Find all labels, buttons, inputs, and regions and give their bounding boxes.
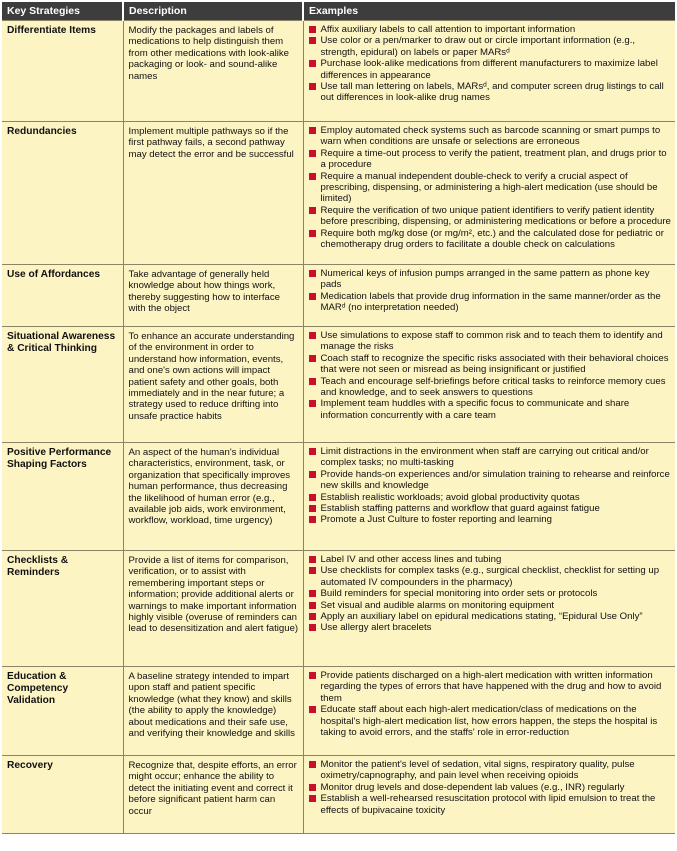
example-text: Use tall man lettering on labels, MARsᵈ, and computer screen drug listings to call out differences in look-alike drug names (320, 81, 664, 104)
examples-list (308, 554, 672, 634)
header-examples: Examples (303, 2, 675, 21)
example-text: Use simulations to expose staff to common risk and to teach them to identify and manage the risks (320, 330, 663, 353)
examples-list (308, 24, 672, 104)
square-bullet-icon (309, 26, 316, 33)
list-item (308, 291, 672, 314)
list-item (308, 503, 672, 514)
example-text: Monitor the patient's level of sedation, vital signs, respiratory quality, pulse oximetry/capnography, and pain level when receiving opioids (320, 759, 635, 782)
example-text: Teach and encourage self-briefings before critical tasks to reinforce memory cues and knowledge, and to seek answers to questions (320, 375, 666, 399)
strategy-name: Differentiate Items (2, 21, 123, 122)
list-item (308, 611, 672, 622)
list-item (308, 704, 672, 738)
table-row (2, 756, 675, 834)
list-item (308, 622, 672, 633)
list-item (308, 670, 672, 704)
list-item (308, 782, 672, 793)
example-text: Purchase look-alike medications from different manufacturers to maximize label differences in appearance (320, 58, 658, 81)
square-bullet-icon (309, 613, 316, 620)
example-text: Limit distractions in the environment when staff are carrying out critical and/or complex tasks; no multi-tasking (320, 446, 649, 469)
examples-list (308, 759, 672, 816)
example-text: Require both mg/kg dose (or mg/m², etc.) and the calculated dose for pediatric or chemotherapy drug orders to facilitate a double check on calculations (320, 227, 664, 251)
strategy-examples (303, 265, 675, 327)
table-row (2, 667, 675, 756)
examples-list (308, 268, 672, 314)
header-key-strategies: Key Strategies (2, 2, 123, 21)
example-text: Use checklists for complex tasks (e.g., surgical checklist, checklist for setting up automated IV compounders in the pharmacy) (320, 565, 660, 588)
strategy-description: Modify the packages and labels of medications to help distinguish them from other medications with look-alike packaging or look- and sound-alike names (123, 21, 303, 122)
examples-list (308, 330, 672, 421)
example-text: Require a time-out process to verify the patient, treatment plan, and drugs prior to a procedure (320, 147, 667, 171)
table-row (2, 21, 675, 122)
strategy-examples (303, 21, 675, 122)
strategy-examples (303, 327, 675, 443)
square-bullet-icon (309, 332, 316, 339)
strategy-examples (303, 122, 675, 265)
square-bullet-icon (309, 761, 316, 768)
strategy-name: Use of Affordances (2, 265, 123, 327)
square-bullet-icon (309, 624, 316, 631)
list-item (308, 469, 672, 492)
square-bullet-icon (309, 173, 316, 180)
list-item (308, 793, 672, 816)
strategy-name: Redundancies (2, 122, 123, 265)
table-row (2, 443, 675, 551)
square-bullet-icon (309, 494, 316, 501)
square-bullet-icon (309, 230, 316, 237)
strategy-description: Take advantage of generally held knowledge about how things work, thereby suggesting how to interface with the object (123, 265, 303, 327)
square-bullet-icon (309, 567, 316, 574)
examples-list (308, 670, 672, 738)
square-bullet-icon (309, 795, 316, 802)
square-bullet-icon (309, 83, 316, 90)
example-text: Implement team huddles with a specific focus to communicate and share information concurrently with a care team (320, 398, 630, 421)
strategy-name: Checklists & Reminders (2, 551, 123, 667)
square-bullet-icon (309, 355, 316, 362)
strategy-name: Situational Awareness & Critical Thinking (2, 327, 123, 443)
strategy-name: Positive Performance Shaping Factors (2, 443, 123, 551)
list-item (308, 554, 672, 565)
square-bullet-icon (309, 784, 316, 791)
example-text: Employ automated check systems such as barcode scanning or smart pumps to warn when conditions are unsafe or selections are erroneous (320, 125, 661, 148)
square-bullet-icon (309, 672, 316, 679)
square-bullet-icon (309, 207, 316, 214)
strategy-examples (303, 443, 675, 551)
example-text: Educate staff about each high-alert medication/class of medications on the hospital's high-alert medication list, how errors happen, the steps the hospital is taking to avoid errors, and the staffs' role in error-reduction (320, 704, 658, 739)
example-text: Apply an auxiliary label on epidural medications stating, “Epidural Use Only” (320, 611, 643, 623)
example-text: Promote a Just Culture to foster reporting and learning (320, 514, 552, 526)
list-item (308, 376, 672, 399)
strategy-description: An aspect of the human's individual characteristics, environment, task, or organization that specifically improves human performance, thus decreasing the likelihood of human error (e.g., available job aids, work environment, workflow, workload, time urgency) (123, 443, 303, 551)
list-item (308, 588, 672, 599)
example-text: Build reminders for special monitoring into order sets or protocols (320, 588, 598, 600)
list-item (308, 268, 672, 291)
example-text: Monitor drug levels and dose-dependent lab values (e.g., INR) regularly (320, 781, 625, 793)
examples-list (308, 446, 672, 526)
list-item (308, 398, 672, 421)
example-text: Set visual and audible alarms on monitoring equipment (320, 599, 555, 611)
list-item (308, 446, 672, 469)
example-text: Use allergy alert bracelets (320, 622, 432, 634)
table-row (2, 122, 675, 265)
list-item (308, 565, 672, 588)
list-item (308, 35, 672, 58)
table-row (2, 327, 675, 443)
example-text: Label IV and other access lines and tubing (320, 554, 502, 565)
list-item (308, 600, 672, 611)
square-bullet-icon (309, 706, 316, 713)
example-text: Numerical keys of infusion pumps arranged in the same pattern as phone key pads (320, 268, 650, 291)
square-bullet-icon (309, 471, 316, 478)
list-item (308, 514, 672, 525)
list-item (308, 81, 672, 104)
list-item (308, 125, 672, 148)
strategy-description: To enhance an accurate understanding of the environment in order to understand how information, events, and one's own actions will impact patient safety and other goals, both immediately and in the near future; a strategy used to reduce drifting into unsafe practice habits (123, 327, 303, 443)
square-bullet-icon (309, 378, 316, 385)
strategy-description: Recognize that, despite efforts, an error might occur; enhance the ability to detect the initiating event and correct it before significant patient harm can occur (123, 756, 303, 834)
example-text: Provide patients discharged on a high-alert medication with written information regarding the types of errors that have happened with the drug and how to avoid them (320, 670, 662, 704)
strategy-name: Education & Competency Validation (2, 667, 123, 756)
example-text: Coach staff to recognize the specific risks associated with their behavioral choices that were not seen or misread as being insignificant or justified (320, 352, 669, 376)
strategy-description: Provide a list of items for comparison, verification, or to assist with remembering important steps or information; provide additional alerts or warnings to make important information highly visible (overuse of reminders can lead to desensitization and alert fatigue) (123, 551, 303, 667)
table-row (2, 551, 675, 667)
square-bullet-icon (309, 556, 316, 563)
example-text: Establish a well-rehearsed resuscitation protocol with lipid emulsion to treat the effects of bupivacaine toxicity (320, 793, 656, 816)
list-item (308, 228, 672, 251)
list-item (308, 330, 672, 353)
list-item (308, 171, 672, 205)
square-bullet-icon (309, 270, 316, 277)
square-bullet-icon (309, 602, 316, 609)
list-item (308, 205, 672, 228)
strategy-description: Implement multiple pathways so if the first pathway fails, a second pathway may detect the error and be successful (123, 122, 303, 265)
list-item (308, 148, 672, 171)
example-text: Establish realistic workloads; avoid global productivity quotas (320, 491, 580, 503)
square-bullet-icon (309, 516, 316, 523)
list-item (308, 759, 672, 782)
examples-list (308, 125, 672, 250)
list-item (308, 492, 672, 503)
square-bullet-icon (309, 590, 316, 597)
square-bullet-icon (309, 127, 316, 134)
square-bullet-icon (309, 150, 316, 157)
strategy-examples (303, 667, 675, 756)
strategy-name: Recovery (2, 756, 123, 834)
square-bullet-icon (309, 505, 316, 512)
table-header-row (2, 2, 675, 21)
list-item (308, 353, 672, 376)
strategies-table (2, 2, 675, 834)
table-body (2, 21, 675, 834)
square-bullet-icon (309, 293, 316, 300)
example-text: Establish staffing patterns and workflow that guard against fatigue (320, 503, 600, 515)
square-bullet-icon (309, 400, 316, 407)
header-description: Description (123, 2, 303, 21)
example-text: Require the verification of two unique patient identifiers to verify patient identity before prescribing, dispensing, or administering medications or before a procedure (320, 204, 671, 228)
strategy-examples (303, 756, 675, 834)
table-row (2, 265, 675, 327)
example-text: Use color or a pen/marker to draw out or circle important information (e.g., strength, epidural) on labels or paper MARsᵈ (320, 35, 636, 58)
example-text: Provide hands-on experiences and/or simulation training to rehearse and reinforce new skills and knowledge (320, 468, 670, 492)
example-text: Require a manual independent double-check to verify a crucial aspect of prescribing, dispensing, or administering a high-alert medication (use should be limited) (320, 170, 658, 205)
square-bullet-icon (309, 60, 316, 67)
strategy-description: A baseline strategy intended to impart upon staff and patient specific knowledge (what they know) and skills (the ability to apply the knowledge) about medications and their safe use, and verifying their knowledge and skills (123, 667, 303, 756)
example-text: Affix auxiliary labels to call attention to important information (320, 24, 576, 35)
example-text: Medication labels that provide drug information in the same manner/order as the MARᵈ (no interpretation needed) (320, 290, 661, 314)
strategy-examples (303, 551, 675, 667)
square-bullet-icon (309, 448, 316, 455)
list-item (308, 24, 672, 35)
list-item (308, 58, 672, 81)
square-bullet-icon (309, 37, 316, 44)
